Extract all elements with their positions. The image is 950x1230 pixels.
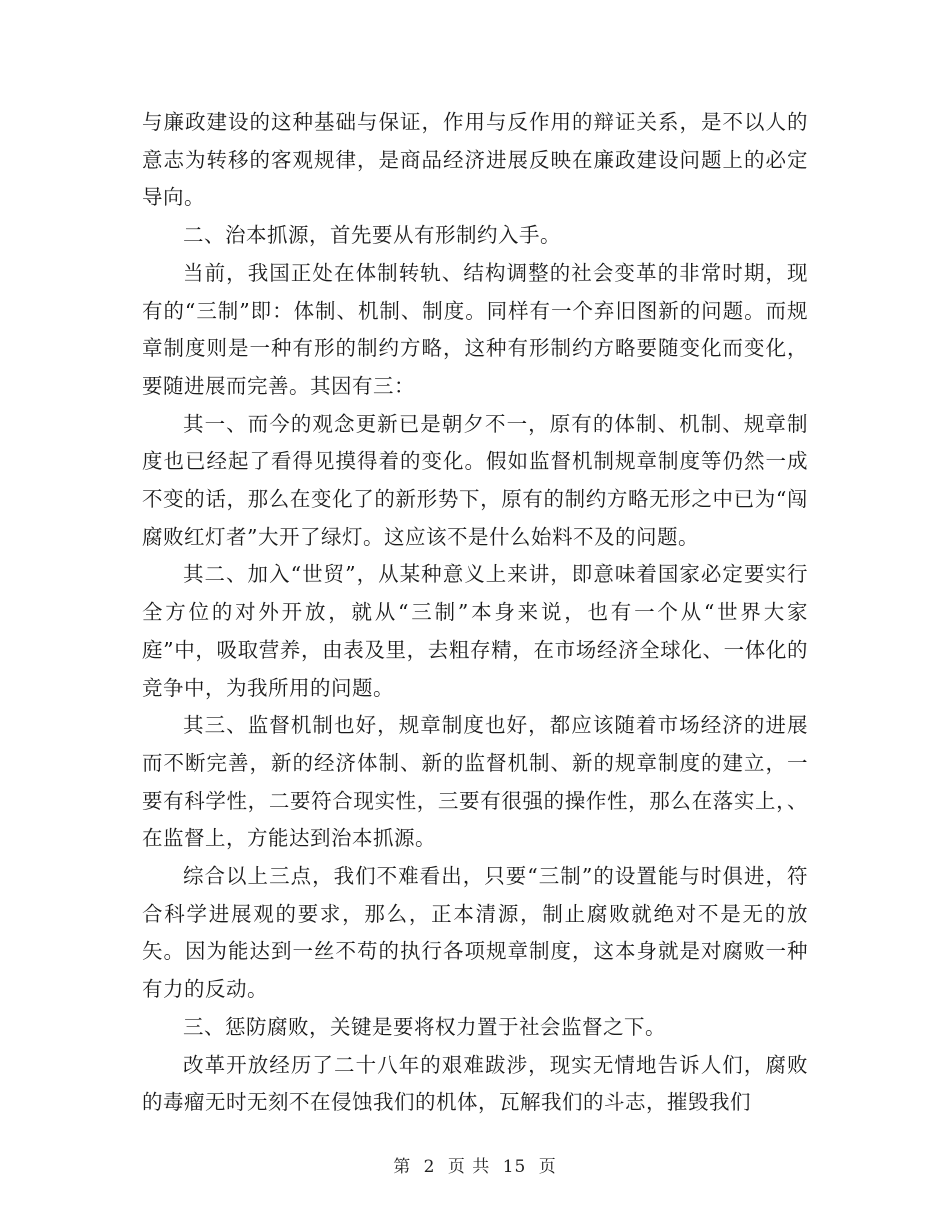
footer-suffix: 页 xyxy=(538,1157,557,1177)
footer-total-pages: 15 xyxy=(502,1157,527,1177)
paragraph-9: 改革开放经历了二十八年的艰难跋涉，现实无情地告诉人们，腐败的毒瘤无时无刻不在侵蚀我们的机体，瓦解我们的斗志，摧毁我们 xyxy=(142,1052,808,1115)
footer-middle: 页 共 xyxy=(447,1157,491,1177)
paragraph-7: 综合以上三点，我们不难看出，只要“三制”的设置能与时俱进，符合科学进展观的要求，那么，正本清源，制止腐败就绝对不是无的放矢。因为能达到一丝不苟的执行各项规章制度，这本身就是对腐败一种有力的反动。 xyxy=(142,864,808,1002)
footer-prefix: 第 xyxy=(393,1157,412,1177)
paragraph-4: 其一、而今的观念更新已是朝夕不一，原有的体制、机制、规章制度也已经起了看得见摸得着的变化。假如监督机制规章制度等仍然一成不变的话，那么在变化了的新形势下，原有的制约方略无形之中已为“闯腐败红灯者”大开了绿灯。这应该不是什么始料不及的问题。 xyxy=(142,411,808,549)
paragraph-1: 与廉政建设的这种基础与保证，作用与反作用的辩证关系，是不以人的意志为转移的客观规律，是商品经济进展反映在廉政建设问题上的必定导向。 xyxy=(142,110,808,210)
paragraph-8-heading: 三、惩防腐败，关键是要将权力置于社会监督之下。 xyxy=(183,1014,666,1039)
paragraph-5: 其二、加入“世贸”，从某种意义上来讲，即意味着国家必定要实行全方位的对外开放，就从“三制”本身来说，也有一个从“世界大家庭”中，吸取营养，由表及里，去粗存精，在市场经济全球化、一体化的竞争中，为我所用的问题。 xyxy=(142,562,808,700)
page-footer xyxy=(0,1152,950,1177)
paragraph-3: 当前，我国正处在体制转轨、结构调整的社会变革的非常时期，现有的“三制”即：体制、机制、制度。同样有一个弃旧图新的问题。而规章制度则是一种有形的制约方略，这种有形制约方略要随变化而变化，要随进展而完善。其因有三： xyxy=(142,260,808,398)
footer-page-number: 2 xyxy=(423,1157,436,1177)
paragraph-2-heading: 二、治本抓源，首先要从有形制约入手。 xyxy=(183,223,561,248)
paragraph-6: 其三、监督机制也好，规章制度也好，都应该随着市场经济的进展而不断完善，新的经济体制、新的监督机制、新的规章制度的建立，一要有科学性，二要符合现实性，三要有很强的操作性，那么在落实上，、在监督上，方能达到治本抓源。 xyxy=(142,713,808,851)
document-body xyxy=(142,104,808,1122)
